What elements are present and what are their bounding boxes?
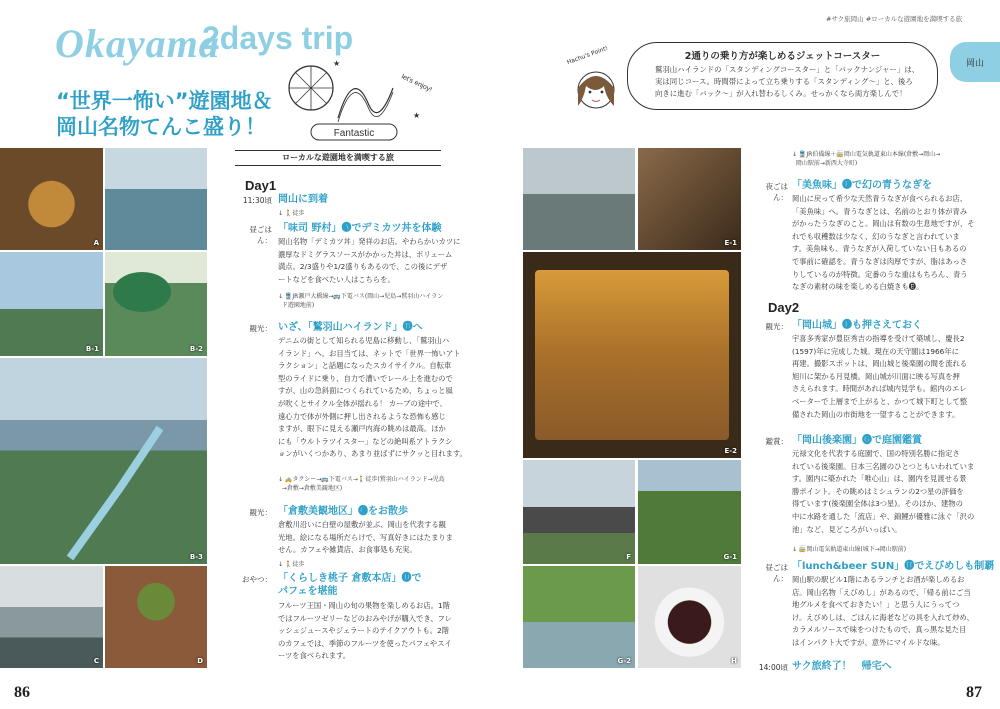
transport-note: ↓ 🚆JR瀬戸大橋線→🚌下電バス(岡山→児島→鷲羽山ハイラン ド遊園地前) — [278, 293, 444, 309]
item-body: 岡山駅の駅ビル1階にあるランチとお酒が楽しめるお 店。岡山名物「えびめし」があるので、「帰る前にご当 地グルメを食べておきたい！」と思う人にうってつ け。えびめしは、ごはんに海老などの具を入れて炒め、 カラメルソースで味をつけたもので、真っ黒な見た目 はインパクト大ですが、意外にマイルドな味。 — [792, 575, 974, 647]
time-label: 観光： — [765, 322, 788, 331]
region-tab: 岡山 — [950, 42, 1000, 82]
time-label: 昼ごはん： — [249, 225, 272, 245]
svg-text:let's enjoy!: let's enjoy! — [400, 73, 433, 94]
photo-b2: B-2 — [105, 252, 207, 356]
transport-note: ↓ 🚶徒歩 — [278, 561, 305, 568]
photo-b3: B-3 — [0, 358, 207, 564]
item-title: 岡山に到着 — [278, 194, 328, 205]
photo-f: F — [523, 460, 635, 564]
transport-note: ↓ 🚋岡山電気軌道東山線(城下→岡山駅前) — [792, 546, 907, 553]
item-body: 倉敷川沿いに白壁の屋敷が並ぶ、岡山を代表する観 光地。絵になる場所だらけで、写真好きにはたまりま せん。カフェや雑貨店、お食事処も充実。 — [278, 520, 453, 555]
item-title: 「美魚味」🅔で幻の青うなぎを — [792, 180, 932, 191]
amusement-park-illustration — [283, 58, 435, 146]
tip-body: 鷲羽山ハイランドの「スタンディングコースター」と「バックナンジャー」は、 実は同じコース。時間帯によって立ち乗りする「スタンディング〜」と、後ろ 向きに進む「バック〜」が入れ替わるしくみ。せっかくなら両方楽しんで！ — [655, 65, 920, 99]
item-body: 宇喜多秀家が豊臣秀吉の指導を受けて築城し、慶長2 (1597)年に完成した城。現在の天守閣は1966年に 再建。撮影スポットは、岡山城と後楽園の間を流れる 旭川に架かる月見橋。岡山城が川面に映る写真を押 さえられます。時間があれば城内見学も。館内のエレ ベーターで上層まで上がると、かつて城下町として整 備された岡山の市街地を一望することができます。 — [792, 334, 968, 419]
time-label: 夜ごはん： — [765, 182, 788, 202]
photo-d: D — [105, 566, 207, 668]
item-body: デニムの街として知られる児島に移動し、「鷲羽山ハ イランド」へ。お目当ては、ネットで「世界一怖いアト ラクション」と話題になったスカイサイクル。自転車 型のライドに乗り、自力で漕いでレール上を進むので すが、山の急斜面につくられているため、ちょっと風 が吹くとサイクル全体が揺れる！ カーブの途中で、 遠心力で体が外側に押し出されるような恐怖も感じ ますが、眼下に見える瀬戸内海の眺めは最高。ほか にも「ウルトラツイスター」などの絶叫系アトラクシ ョンがいくつかあり、あまり並ばずにサクッと目れます。 — [278, 336, 467, 459]
item-body: フルーツ王国・岡山の旬の果物を楽しめるお店。1階 ではフルーツゼリーなどのおみやげが購入でき、フレ ッシュジュースやジェラートのテイクアウトも。2階 のカフェでは、季節のフルーツを使ったパフェやスイ ーツを食べられます。 — [278, 601, 452, 661]
time-label: 鑑賞： — [765, 437, 788, 446]
photo-a: A — [0, 148, 103, 250]
svg-text:★: ★ — [413, 111, 421, 120]
time-label: おやつ： — [242, 575, 272, 584]
skycycle-rail — [0, 358, 207, 564]
item-title: 「味司 野村」🅐でデミカツ丼を体験 — [278, 223, 442, 234]
page-headline: “世界一怖い”遊園地＆ 岡山名物てんこ盛り！ — [56, 89, 273, 139]
photo-park-roof — [105, 148, 207, 250]
header-hashtags: #サク旅岡山 #ローカルな遊園地を満喫する旅 — [826, 15, 963, 23]
item-body: 岡山に戻って希少な天然青うなぎが食べられるお店、 「美魚味」へ。青うなぎとは、名前のとおり体が青み がかったうなぎのこと。岡山は有数の生息地ですが、そ れでも収穫数は少なく、幻のうなぎと言われていま す。美魚味も、青うなぎが入荷していない日もあるの で事前に確認を。青うなぎは肉厚ですが、脂はあっさ りしているのが特徴。定番のうな重はもちろん、青う なぎの素材の味を楽しめる白焼きも🅔。 — [792, 194, 975, 292]
photo-c: C — [0, 566, 103, 668]
transport-note: ↓ 🚶徒歩 — [278, 210, 305, 217]
tip-title: 2通りの乗り方が楽しめるジェットコースター — [684, 51, 881, 62]
day1-heading: Day1 — [245, 178, 277, 193]
item-title: 「lunch&beer SUN」🅗でえびめしも制覇 — [792, 561, 995, 572]
section-rule-bottom — [235, 165, 441, 166]
section-title: ローカルな遊園地を満喫する旅 — [282, 153, 394, 162]
item-body: 元禄文化を代表する庭園で、国の特別名勝に指定さ れている後楽園。日本三名園のひとつともいわれていま す。園内に築かれた「唯心山」は、園内を見渡せる景 勝ポイント。その眺めはミシュランの2つ星の評価を 得ています(後楽園全体は3つ星)。そのほか、建物の 中に水路を通した「流店」や、錦鯉が優雅に泳ぐ「沢の 池」など、見どころがいっぱい。 — [792, 449, 975, 534]
time-label: 14:00頃 — [758, 663, 788, 672]
svg-text:★: ★ — [333, 59, 341, 68]
photo-g2: G-2 — [523, 566, 635, 668]
bubble-tag: Hachu's Point! — [566, 44, 609, 67]
transport-note: ↓ 🚆JR伯備線＋🚋岡山電気軌道東山本線(倉敷→岡山→ 岡山駅前→新西大寺町) — [792, 151, 941, 167]
item-title: 「岡山城」🅕も押さえておく — [792, 320, 922, 331]
svg-text:Fantastic: Fantastic — [333, 128, 375, 139]
item-title: 「岡山後楽園」🅖で庭園鑑賞 — [792, 435, 922, 446]
photo-g1: G-1 — [638, 460, 741, 564]
time-label: 昼ごはん： — [765, 563, 788, 583]
item-title: サク旅終了！ 帰宅へ — [792, 661, 892, 672]
item-title: いざ、「鷲羽山ハイランド」🅑へ — [278, 322, 423, 333]
photo-h: H — [638, 566, 741, 668]
page-number-left: 86 — [14, 684, 30, 701]
photo-e1 — [523, 148, 635, 250]
photo-e2: E-2 — [523, 252, 741, 458]
time-label: 観光： — [249, 324, 272, 333]
time-label: 11:30頃 — [242, 196, 272, 205]
day2-heading: Day2 — [768, 300, 800, 315]
section-rule-top — [235, 150, 441, 151]
photo-b1: B-1 — [0, 252, 103, 356]
item-body: 岡山名物「デミカツ丼」発祥のお店。やわらかいカツに 濃厚なドミグラスソースがかかった丼は、ボリューム 満点。2/3盛りや1/2盛りもあるので、この後にデザ ートなどを食べたい人はこちらを。 — [278, 237, 461, 284]
author-avatar-icon — [566, 58, 630, 122]
item-title: 「倉敷美観地区」🅒をお散歩 — [278, 506, 408, 517]
time-label: 観光： — [249, 508, 272, 517]
magazine-title: Okayama — [55, 21, 220, 66]
item-title: 「くらしき桃子 倉敷本店」🅓で パフェを堪能 — [278, 573, 422, 597]
transport-note: ↓ 🚕タクシー→🚌下電バス→🚶徒歩(鷲羽山ハイランド→児島 →倉敷→倉敷美観地区) — [278, 476, 445, 492]
magazine-subtitle: 2days trip — [202, 20, 354, 56]
photo-restaurant: E-1 — [638, 148, 741, 250]
page-number-right: 87 — [966, 684, 982, 701]
